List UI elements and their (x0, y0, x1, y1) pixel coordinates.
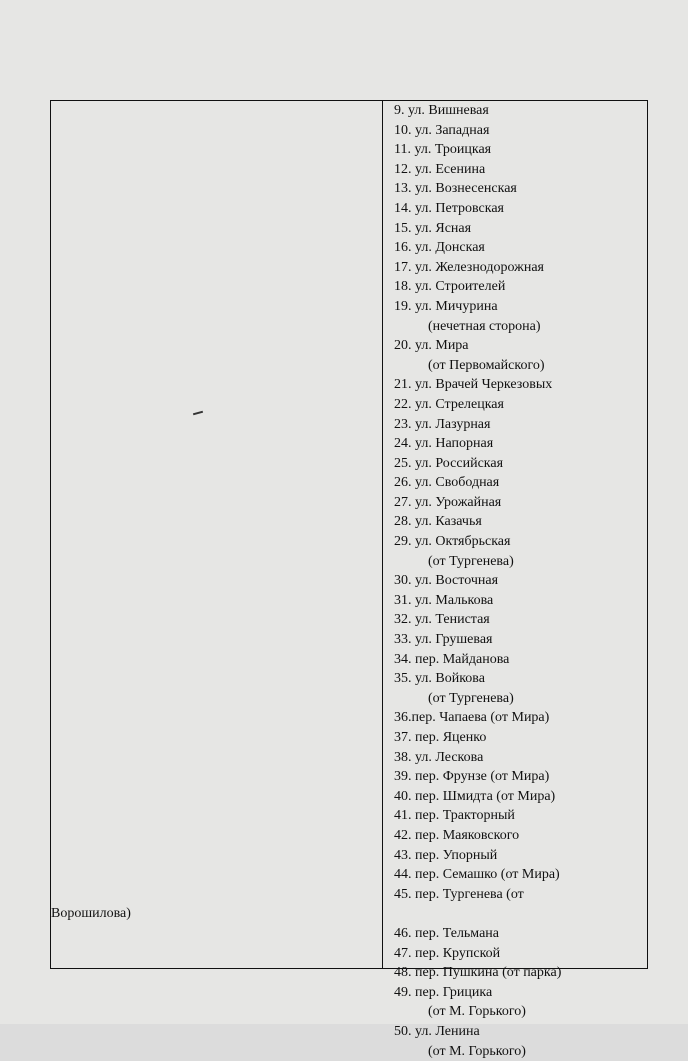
street-item (386, 963, 648, 983)
street-name: 18. ул. Строителей (386, 277, 648, 297)
street-item (386, 238, 648, 258)
street-item (386, 944, 648, 964)
street-name: 37. пер. Яценко (386, 728, 648, 748)
street-name: 17. ул. Железнодорожная (386, 258, 648, 278)
street-item (386, 571, 648, 591)
street-name: 40. пер. Шмидта (от Мира) (386, 787, 648, 807)
street-name: 14. ул. Петровская (386, 199, 648, 219)
street-item (386, 219, 648, 239)
street-item (386, 454, 648, 474)
column-divider (382, 101, 383, 968)
street-item (386, 415, 648, 435)
street-item (386, 983, 648, 1022)
street-name: 24. ул. Напорная (386, 434, 648, 454)
street-name: 15. ул. Ясная (386, 219, 648, 239)
street-name: 19. ул. Мичурина (386, 297, 648, 317)
street-name: 38. ул. Лескова (386, 748, 648, 768)
street-name: 42. пер. Маяковского (386, 826, 648, 846)
street-note: (от М. Горького) (386, 1002, 648, 1022)
street-name: 46. пер. Тельмана (386, 924, 648, 944)
street-note: (от Тургенева) (386, 689, 648, 709)
street-name: 12. ул. Есенина (386, 160, 648, 180)
street-item (386, 630, 648, 650)
street-name: 35. ул. Войкова (386, 669, 648, 689)
street-item (386, 297, 648, 336)
street-name: 16. ул. Донская (386, 238, 648, 258)
street-note-wrapped: Ворошилова) (51, 904, 648, 924)
street-item (386, 258, 648, 278)
street-item (386, 434, 648, 454)
street-item (386, 787, 648, 807)
street-item (386, 160, 648, 180)
street-name: 9. ул. Вишневая (386, 101, 648, 121)
street-item (386, 532, 648, 571)
streets-table (50, 100, 648, 969)
street-item (386, 669, 648, 708)
street-name: 26. ул. Свободная (386, 473, 648, 493)
street-item (386, 591, 648, 611)
street-name: 27. ул. Урожайная (386, 493, 648, 513)
street-item (386, 473, 648, 493)
street-name: 28. ул. Казачья (386, 512, 648, 532)
street-name: 29. ул. Октябрьская (386, 532, 648, 552)
street-name: 23. ул. Лазурная (386, 415, 648, 435)
street-item (386, 610, 648, 630)
street-name: 25. ул. Российская (386, 454, 648, 474)
street-name: 22. ул. Стрелецкая (386, 395, 648, 415)
street-name: 20. ул. Мира (386, 336, 648, 356)
street-item (386, 512, 648, 532)
street-name: 30. ул. Восточная (386, 571, 648, 591)
street-item (386, 199, 648, 219)
street-item (386, 924, 648, 944)
street-item (386, 1022, 648, 1061)
street-name: 21. ул. Врачей Черкезовых (386, 375, 648, 395)
streets-list (386, 101, 648, 1061)
street-item (386, 846, 648, 866)
street-name: 10. ул. Западная (386, 121, 648, 141)
street-item (386, 708, 648, 728)
street-name: 39. пер. Фрунзе (от Мира) (386, 767, 648, 787)
street-name: 31. ул. Малькова (386, 591, 648, 611)
street-name: 13. ул. Вознесенская (386, 179, 648, 199)
street-name: 36.пер. Чапаева (от Мира) (386, 708, 648, 728)
street-item (386, 865, 648, 885)
street-name: 41. пер. Тракторный (386, 806, 648, 826)
street-item (386, 375, 648, 395)
street-name: 33. ул. Грушевая (386, 630, 648, 650)
street-item (386, 748, 648, 768)
street-note: (от М. Горького) (386, 1042, 648, 1061)
street-note: (от Тургенева) (386, 552, 648, 572)
street-name: 50. ул. Ленина (386, 1022, 648, 1042)
institution-cell-empty (51, 101, 382, 968)
street-name: 45. пер. Тургенева (от (386, 885, 648, 905)
street-item (386, 277, 648, 297)
street-item (386, 101, 648, 121)
street-item (386, 121, 648, 141)
street-item (386, 728, 648, 748)
street-item (386, 806, 648, 826)
street-name: 47. пер. Крупской (386, 944, 648, 964)
street-name: 49. пер. Грицика (386, 983, 648, 1003)
street-item (386, 650, 648, 670)
street-item (386, 140, 648, 160)
street-name: 48. пер. Пушкина (от парка) (386, 963, 648, 983)
street-note: (от Первомайского) (386, 356, 648, 376)
street-item (386, 395, 648, 415)
street-name: 11. ул. Троицкая (386, 140, 648, 160)
street-item (386, 179, 648, 199)
street-item (386, 336, 648, 375)
street-name: 32. ул. Тенистая (386, 610, 648, 630)
street-name: 44. пер. Семашко (от Мира) (386, 865, 648, 885)
street-name: 43. пер. Упорный (386, 846, 648, 866)
street-item (386, 493, 648, 513)
street-item (386, 885, 648, 924)
street-item (386, 767, 648, 787)
street-item (386, 826, 648, 846)
street-name: 34. пер. Майданова (386, 650, 648, 670)
street-note: (нечетная сторона) (386, 317, 648, 337)
